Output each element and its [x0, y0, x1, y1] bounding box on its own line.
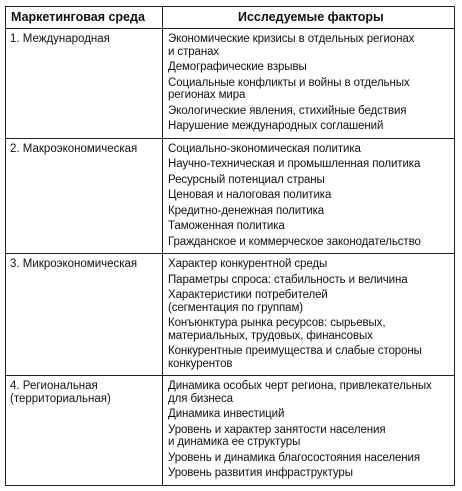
factors-cell	[163, 139, 454, 254]
factor-item: Нарушение международных соглашений	[168, 120, 384, 132]
table-header-row	[6, 7, 454, 29]
factor-item: Уровень и характер занятости населения и динамика ее структуры	[168, 423, 386, 448]
factors-cell	[163, 29, 454, 138]
factor-item: Характеристики потребителей (сегментация по группам)	[168, 289, 328, 314]
factor-item: Ценовая и налоговая политика	[168, 189, 332, 201]
factor-item: Экономические кризисы в отдельных регионах и странах	[168, 33, 415, 58]
factor-item: Уровень и динамика благосостояния населения	[168, 451, 421, 464]
header-factors: Исследуемые факторы	[238, 10, 384, 24]
factors-cell	[163, 376, 454, 485]
table-row-regional	[6, 376, 454, 485]
factor-item: Экологические явления, стихийные бедствия	[168, 104, 407, 117]
table-row-macroeconomic	[6, 139, 454, 255]
factor-item: Уровень развития инфраструктуры	[168, 467, 353, 479]
environment-cell: 3. Микроэкономическая	[6, 254, 163, 375]
table-row-international	[6, 29, 454, 139]
factor-item: Параметры спроса: стабильность и величина	[168, 273, 408, 286]
factor-item: Конкурентные преимущества и слабые стороны конкурентов	[168, 345, 422, 370]
factor-item: Ресурсный потенциал страны	[168, 173, 325, 186]
factor-item: Демографические взрывы	[168, 61, 307, 73]
factor-item: Таможенная политика	[168, 220, 285, 232]
factor-item: Конъюнктура рынка ресурсов: сырьевых, материальных, трудовых, финансовых	[168, 317, 386, 342]
factors-cell	[163, 254, 454, 375]
factor-item: Социально-экономическая политика	[168, 142, 361, 155]
factor-item: Гражданское и коммерческое законодательство	[168, 235, 421, 248]
factor-item: Социальные конфликты и войны в отдельных регионах мира	[168, 76, 410, 101]
marketing-environment-table	[5, 6, 455, 486]
factor-item: Динамика инвестиций	[168, 408, 285, 420]
factor-item: Научно-техническая и промышленная политика	[168, 158, 421, 170]
environment-cell: 1. Международная	[6, 29, 163, 138]
environment-cell: 4. Региональная (территориальная)	[6, 376, 163, 485]
factor-item: Кредитно-денежная политика	[168, 204, 325, 217]
factor-item: Динамика особых черт региона, привлекательных для бизнеса	[168, 380, 432, 405]
header-marketing-environment: Маркетинговая среда	[6, 7, 163, 28]
factor-item: Характер конкурентной среды	[168, 258, 328, 270]
table-row-microeconomic	[6, 254, 454, 376]
environment-cell: 2. Макроэкономическая	[6, 139, 163, 254]
